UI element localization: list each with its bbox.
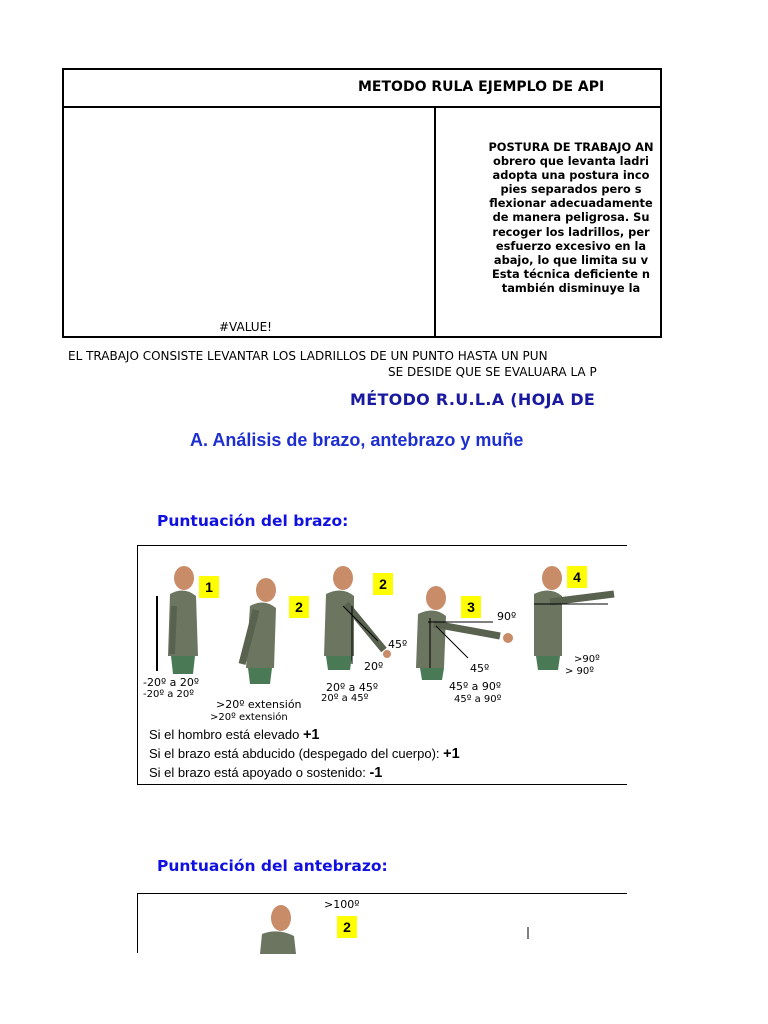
score-badge-2: 2: [289, 596, 309, 618]
score-badge-4: 4: [567, 566, 587, 588]
angle-label: >20º extensión: [216, 698, 302, 711]
posture-line: pies separados pero s: [500, 182, 642, 197]
score-badge-1: 1: [199, 576, 219, 598]
arm-rule-abducted: Si el brazo está abducido (despegado del cuerpo): +1: [149, 746, 460, 762]
forearm-score-badge: 2: [337, 916, 357, 938]
error-value-cell: #VALUE!: [219, 320, 272, 334]
figure-extension: [242, 578, 276, 684]
arm-rule-supported: Si el brazo está apoyado o sostenido: -1: [149, 765, 383, 781]
posture-description: [436, 140, 706, 295]
forearm-postures-illustration: [138, 894, 628, 954]
task-description-line-1: EL TRABAJO CONSISTE LEVANTAR LOS LADRILLOS DE UN PUNTO HASTA UN PUN: [68, 349, 548, 363]
angle-label: 45º: [470, 662, 490, 675]
task-description-line-2: SE DESIDE QUE SE EVALUARA LA P: [388, 365, 597, 379]
posture-line: esfuerzo excesivo en la: [495, 238, 647, 253]
angle-label: 20º: [364, 660, 384, 673]
forearm-score-figure: [137, 893, 627, 953]
angle-label: 45º: [388, 638, 408, 651]
score-badge-2b: 2: [373, 573, 393, 595]
arm-rule-shoulder: Si el hombro está elevado +1: [149, 727, 320, 743]
posture-line: adopta una postura inco: [492, 168, 650, 183]
angle-label: > 90º: [565, 666, 594, 677]
figure-neutral: [157, 566, 198, 674]
section-a-heading: A. Análisis de brazo, antebrazo y muñe: [190, 430, 524, 450]
forearm-score-heading: Puntuación del antebrazo:: [157, 857, 388, 875]
angle-label: 20º a 45º: [321, 693, 369, 704]
angle-label: >90º: [574, 654, 600, 665]
angle-label: >20º extensión: [210, 712, 288, 723]
title-row: [62, 68, 662, 108]
angle-label: 45º a 90º: [449, 680, 502, 693]
forearm-angle-label: >100º: [324, 898, 360, 911]
posture-line: obrero que levanta ladri: [493, 154, 649, 169]
header-body-row: [62, 106, 662, 338]
posture-line: recoger los ladrillos, per: [492, 224, 650, 239]
rula-heading: MÉTODO R.U.L.A (HOJA DE: [350, 390, 596, 409]
angle-label: 45º a 90º: [454, 694, 502, 705]
score-badge-3: 3: [461, 596, 481, 618]
arm-score-figure: [137, 545, 627, 785]
angle-label: 20º a 45º: [326, 681, 379, 694]
angle-label: 90º: [497, 610, 517, 623]
posture-line: también disminuye la: [501, 280, 641, 295]
arm-score-heading: Puntuación del brazo:: [157, 512, 349, 530]
posture-line: Esta técnica deficiente n: [491, 266, 651, 281]
posture-line: POSTURA DE TRABAJO AN: [488, 140, 654, 154]
posture-line: flexionar adecuadamente: [489, 196, 653, 211]
angle-label: -20º a 20º: [143, 689, 194, 700]
posture-line: de manera peligrosa. Su: [492, 210, 650, 225]
posture-line: abajo, lo que limita su v: [493, 252, 649, 267]
sheet-title: METODO RULA EJEMPLO DE API: [358, 79, 605, 95]
angle-label: -20º a 20º: [143, 676, 200, 689]
